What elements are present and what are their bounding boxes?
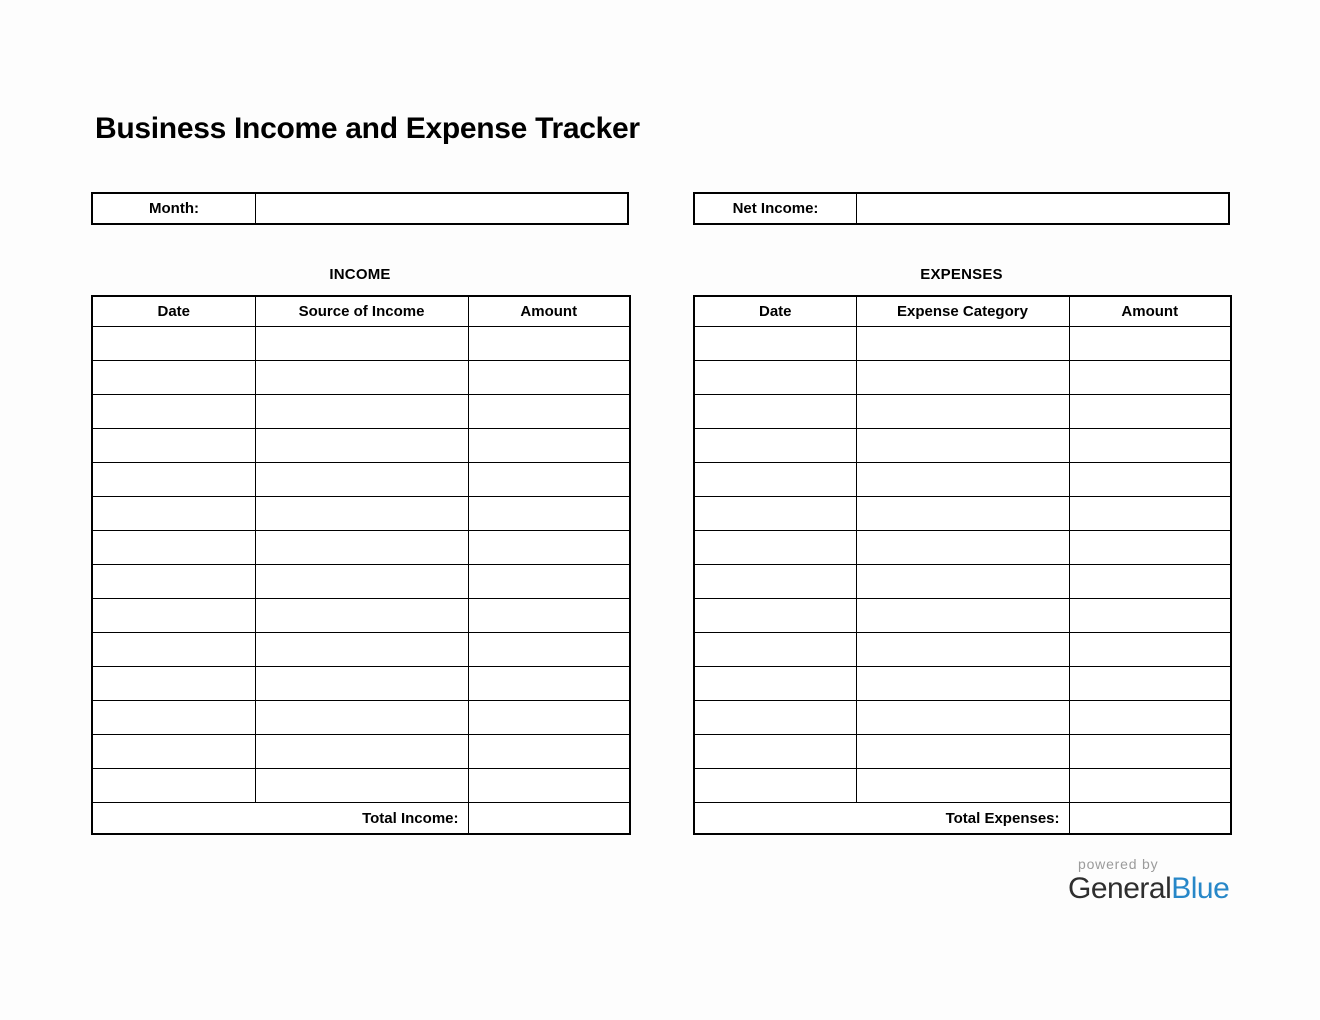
income-row xyxy=(92,361,630,395)
income-cell xyxy=(255,701,468,735)
expenses-cell xyxy=(694,667,856,701)
expenses-cell xyxy=(694,327,856,361)
income-cell xyxy=(255,667,468,701)
expenses-cell xyxy=(694,395,856,429)
income-col-date: Date xyxy=(92,296,255,327)
income-total-label: Total Income: xyxy=(92,803,468,835)
income-cell xyxy=(468,633,630,667)
income-cell xyxy=(92,463,255,497)
expenses-row xyxy=(694,531,1231,565)
month-field xyxy=(91,192,629,225)
expenses-cell xyxy=(1069,565,1231,599)
income-row xyxy=(92,667,630,701)
expenses-cell xyxy=(856,735,1069,769)
expenses-row xyxy=(694,429,1231,463)
expenses-row xyxy=(694,769,1231,803)
income-cell xyxy=(92,429,255,463)
expenses-row xyxy=(694,633,1231,667)
expenses-total-row xyxy=(694,803,1231,835)
expenses-cell xyxy=(694,429,856,463)
income-cell xyxy=(92,769,255,803)
income-table xyxy=(91,295,631,835)
expenses-cell xyxy=(1069,531,1231,565)
general-blue-logo xyxy=(1068,872,1229,906)
month-value-cell xyxy=(256,194,627,223)
expenses-row xyxy=(694,667,1231,701)
expenses-row xyxy=(694,735,1231,769)
income-cell xyxy=(92,497,255,531)
income-cell xyxy=(255,735,468,769)
net-income-label: Net Income: xyxy=(695,194,857,223)
income-header-row xyxy=(92,296,630,327)
income-col-amount: Amount xyxy=(468,296,630,327)
income-cell xyxy=(92,395,255,429)
expenses-cell xyxy=(1069,361,1231,395)
income-cell xyxy=(468,565,630,599)
expenses-cell xyxy=(1069,633,1231,667)
income-cell xyxy=(92,531,255,565)
income-row xyxy=(92,531,630,565)
expenses-cell xyxy=(1069,463,1231,497)
income-cell xyxy=(468,327,630,361)
expenses-cell xyxy=(694,735,856,769)
brand-blue-text: Blue xyxy=(1171,872,1230,905)
expenses-cell xyxy=(856,769,1069,803)
income-cell xyxy=(255,565,468,599)
expenses-cell xyxy=(1069,599,1231,633)
expenses-row xyxy=(694,701,1231,735)
expenses-row xyxy=(694,327,1231,361)
expenses-cell xyxy=(856,565,1069,599)
expenses-header-row xyxy=(694,296,1231,327)
expenses-cell xyxy=(1069,667,1231,701)
powered-by-label: powered by xyxy=(1078,856,1159,872)
expenses-cell xyxy=(856,633,1069,667)
expenses-row xyxy=(694,599,1231,633)
expenses-cell xyxy=(856,667,1069,701)
income-cell xyxy=(92,327,255,361)
expenses-row xyxy=(694,395,1231,429)
income-row xyxy=(92,701,630,735)
income-cell xyxy=(92,361,255,395)
expenses-cell xyxy=(694,497,856,531)
net-income-value-cell xyxy=(857,194,1228,223)
expenses-row xyxy=(694,565,1231,599)
expenses-cell xyxy=(694,701,856,735)
expenses-cell xyxy=(694,361,856,395)
income-row xyxy=(92,395,630,429)
expenses-col-amount: Amount xyxy=(1069,296,1231,327)
net-income-field xyxy=(693,192,1230,225)
income-col-source: Source of Income xyxy=(255,296,468,327)
expenses-cell xyxy=(1069,327,1231,361)
income-cell xyxy=(92,565,255,599)
expenses-row xyxy=(694,497,1231,531)
expenses-cell xyxy=(856,599,1069,633)
income-cell xyxy=(468,497,630,531)
income-cell xyxy=(468,429,630,463)
income-cell xyxy=(255,497,468,531)
expenses-col-category: Expense Category xyxy=(856,296,1069,327)
expenses-cell xyxy=(694,565,856,599)
expenses-total-value-cell xyxy=(1069,803,1231,835)
expenses-table xyxy=(693,295,1232,835)
expenses-cell xyxy=(856,463,1069,497)
income-cell xyxy=(92,667,255,701)
income-row xyxy=(92,327,630,361)
income-cell xyxy=(92,701,255,735)
income-row xyxy=(92,565,630,599)
income-total-row xyxy=(92,803,630,835)
income-section-title: INCOME xyxy=(329,266,391,283)
expenses-cell xyxy=(694,599,856,633)
income-cell xyxy=(255,327,468,361)
income-row xyxy=(92,463,630,497)
income-cell xyxy=(255,633,468,667)
expenses-cell xyxy=(856,361,1069,395)
brand-general-text: General xyxy=(1068,872,1172,905)
income-cell xyxy=(92,633,255,667)
expenses-cell xyxy=(856,497,1069,531)
expenses-cell xyxy=(856,327,1069,361)
income-cell xyxy=(255,395,468,429)
income-cell xyxy=(92,599,255,633)
expenses-cell xyxy=(694,463,856,497)
page-title: Business Income and Expense Tracker xyxy=(95,112,640,145)
income-cell xyxy=(468,531,630,565)
income-cell xyxy=(468,599,630,633)
expenses-row xyxy=(694,361,1231,395)
income-row xyxy=(92,599,630,633)
expenses-cell xyxy=(1069,735,1231,769)
income-row xyxy=(92,429,630,463)
income-cell xyxy=(255,531,468,565)
income-cell xyxy=(468,735,630,769)
expenses-cell xyxy=(694,769,856,803)
income-cell xyxy=(468,667,630,701)
income-row xyxy=(92,735,630,769)
income-row xyxy=(92,497,630,531)
expenses-cell xyxy=(1069,769,1231,803)
income-cell xyxy=(468,701,630,735)
income-cell xyxy=(255,599,468,633)
expenses-cell xyxy=(856,531,1069,565)
expenses-cell xyxy=(856,701,1069,735)
expenses-cell xyxy=(1069,429,1231,463)
income-cell xyxy=(468,395,630,429)
income-row xyxy=(92,769,630,803)
income-cell xyxy=(468,463,630,497)
expenses-col-date: Date xyxy=(694,296,856,327)
expenses-cell xyxy=(1069,497,1231,531)
month-label: Month: xyxy=(93,194,256,223)
expenses-cell xyxy=(694,531,856,565)
expenses-row xyxy=(694,463,1231,497)
income-cell xyxy=(255,769,468,803)
income-cell xyxy=(255,463,468,497)
income-row xyxy=(92,633,630,667)
income-cell xyxy=(92,735,255,769)
income-total-value-cell xyxy=(468,803,630,835)
expenses-cell xyxy=(1069,701,1231,735)
income-cell xyxy=(468,361,630,395)
income-cell xyxy=(468,769,630,803)
income-cell xyxy=(255,361,468,395)
expenses-section-title: EXPENSES xyxy=(920,266,1003,283)
income-cell xyxy=(255,429,468,463)
expenses-cell xyxy=(856,395,1069,429)
expenses-cell xyxy=(1069,395,1231,429)
expenses-cell xyxy=(856,429,1069,463)
expenses-total-label: Total Expenses: xyxy=(694,803,1069,835)
expenses-cell xyxy=(694,633,856,667)
